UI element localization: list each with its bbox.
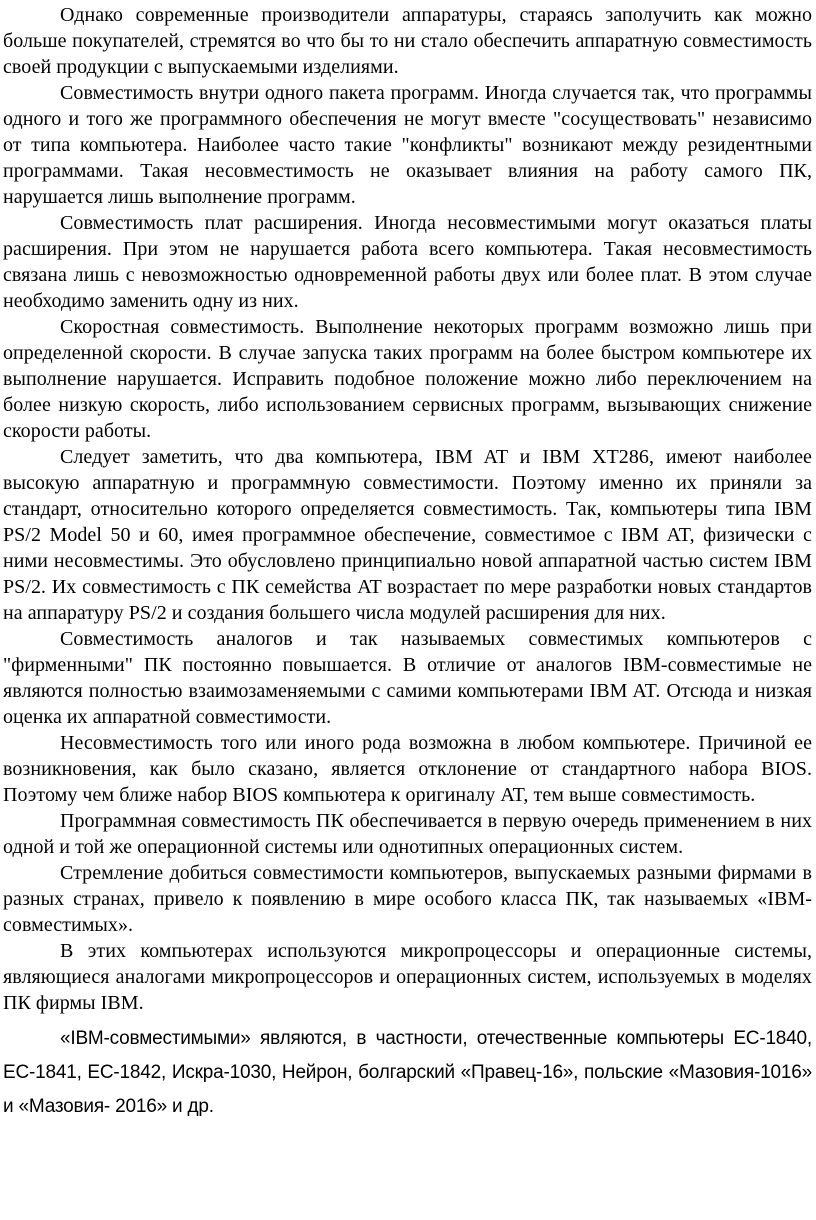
paragraph-analogs-compat: Совместимость аналогов и так называемых совместимых компьютеров с "фирменными" ПК постоянно повышается. В отличие от аналогов IBM-совместимые не являются полностью взаимозаменяемыми с самими компьютерами IBM AT. Отсюда и низкая оценка их аппаратной совместимости. (3, 628, 812, 728)
paragraph-domestic-computers: «IBM-совместимыми» являются, в частности, отечественные компьютеры ЕС-1840, ЕС-1841, ЕС-1842, Искра-1030, Нейрон, болгарский «Правец-16», польские «Мазовия-1016» и «Мазовия- 2016» и др. (3, 1028, 812, 1117)
paragraph-package-compat: Совместимость внутри одного пакета программ. Иногда случается так, что программы одного и того же программного обеспечения не могут вместе "сосуществовать" независимо от типа компьютера. Наиболее часто такие "конфликты" возникают между резидентными программами. Такая несовместимость не оказывает влияния на работу самого ПК, нарушается лишь выполнение программ. (3, 82, 812, 208)
paragraph-expansion-card-compat: Совместимость плат расширения. Иногда несовместимыми могут оказаться платы расширения. При этом не нарушается работа всего компьютера. Такая несовместимость связана лишь с невозможностью одновременной работы двух или более плат. В этом случае необходимо заменить одну из них. (3, 212, 812, 312)
paragraph-ibm-compatible-class: Стремление добиться совместимости компьютеров, выпускаемых разными фирмами в разных странах, привело к появлению в мире особого класса ПК, так называемых «IBM-совместимых». (3, 862, 812, 936)
paragraph-speed-compat: Скоростная совместимость. Выполнение некоторых программ возможно лишь при определенной скорости. В случае запуска таких программ на более быстром компьютере их выполнение нарушается. Исправить подобное положение можно либо переключением на более низкую скорость, либо использованием сервисных программ, вызывающих снижение скорости работы. (3, 316, 812, 442)
paragraph-microprocessors: В этих компьютерах используются микропроцессоры и операционные системы, являющиеся аналогами микропроцессоров и операционных систем, используемых в моделях ПК фирмы IBM. (3, 940, 812, 1014)
paragraph-hardware-compat-intro: Однако современные производители аппаратуры, стараясь заполучить как можно больше покупателей, стремятся во что бы то ни стало обеспечить аппаратную совместимость своей продукции с выпускаемыми изделиями. (3, 4, 812, 78)
paragraph-software-compat: Программная совместимость ПК обеспечивается в первую очередь применением в них одной и той же операционной системы или однотипных операционных систем. (3, 810, 812, 858)
paragraph-ibm-at-standard: Следует заметить, что два компьютера, IBM AT и IBM XT286, имеют наиболее высокую аппаратную и программную совместимости. Поэтому именно их приняли за стандарт, относительно которого определяется совместимость. Так, компьютеры типа IBM PS/2 Model 50 и 60, имея программное обеспечение, совместимое с IBM AT, физически с ними несовместимы. Это обусловлено принципиально новой аппаратной частью систем IBM PS/2. Их совместимость с ПК семейства AT возрастает по мере разработки новых стандартов на аппаратуру PS/2 и создания большего числа модулей расширения для них. (3, 446, 812, 624)
paragraph-bios-incompat: Несовместимость того или иного рода возможна в любом компьютере. Причиной ее возникновения, как было сказано, является отклонение от стандартного набора BIOS. Поэтому чем ближе набор BIOS компьютера к оригиналу AT, тем выше совместимость. (3, 732, 812, 806)
